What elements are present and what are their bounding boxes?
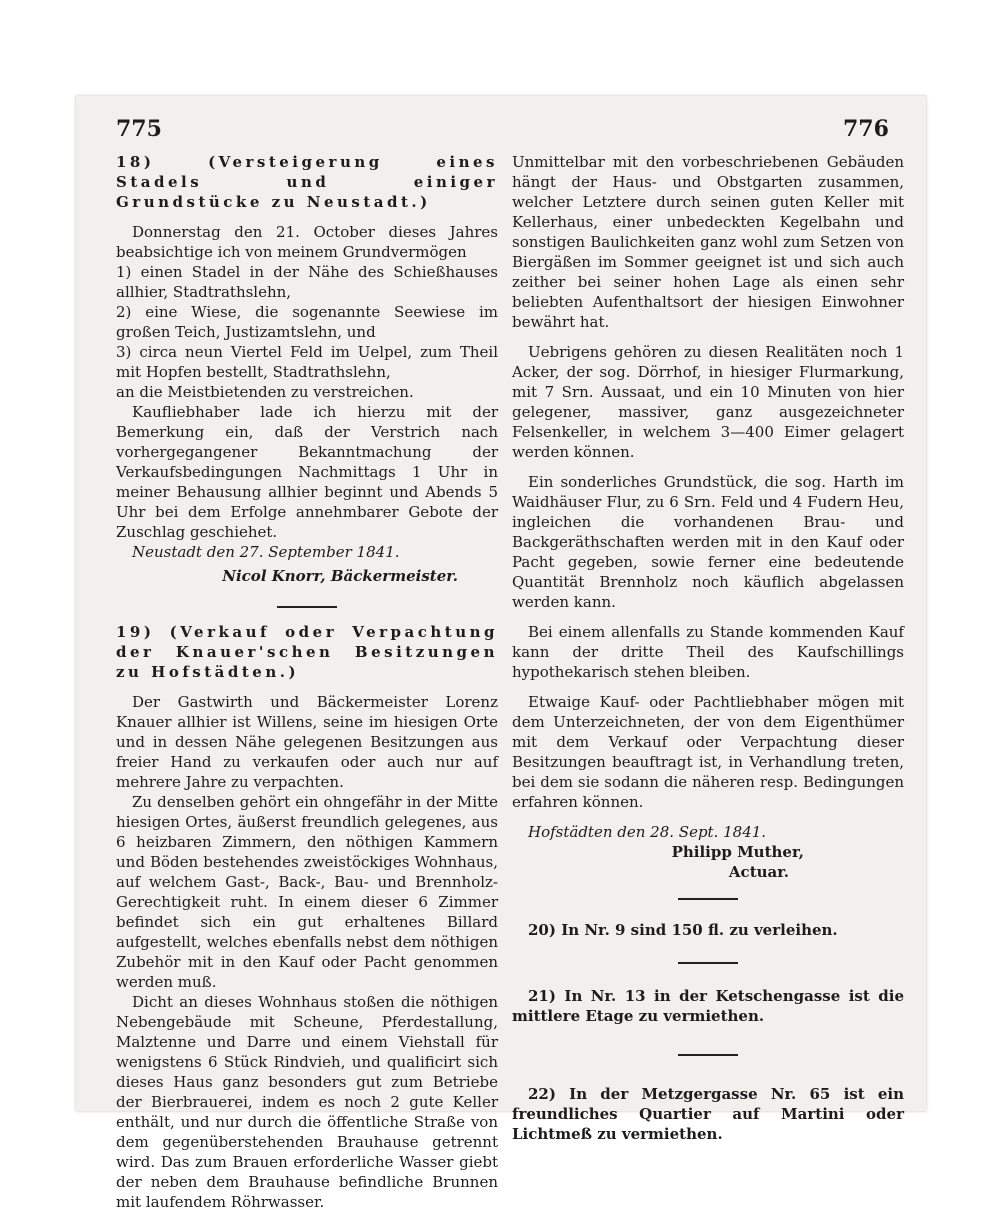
p18-end: an die Meistbietenden zu verstreichen. bbox=[116, 383, 414, 401]
p19-b: Zu denselben gehört ein ohngefähr in der Mitte hiesigen Ortes, äußerst freundlich gelegenes, aus 6 heizbaren Zimmern, den nöthigen Kammern und Böden bestehendes zweistöckiges Wohnhaus, auf welchem Gast-, Back-, Bau- und Brennholz-Gerechtigkeit ruht. In einem dieser 6 Zimmer befindet sich ein gut erhaltenes Billard aufgestellt, welches ebenfalls nebst dem nöthigen Zubehör mit in den Kauf oder Pacht genommen werden muß. bbox=[116, 793, 498, 991]
p19-f: Ein sonderliches Grundstück, die sog. Harth im Waidhäuser Flur, zu 6 Srn. Feld und 4 Fudern Heu, ingleichen die vorhandenen Brau- und Backgeräthschaften werden mit in den Kauf oder Pacht gegeben, sowie ferner eine bedeutende Quantität Brennholz noch käuflich abgelassen werden kann. bbox=[512, 473, 904, 611]
p18-item-3: 3) circa neun Viertel Feld im Uelpel, zum Theil mit Hopfen bestellt, Stadtrathslehn, bbox=[116, 343, 498, 381]
p19-e: Uebrigens gehören zu diesen Realitäten noch 1 Acker, der sog. Dörrhof, in hiesiger Flurmarkung, mit 7 Srn. Aussaat, und ein 10 Minuten von hier gelegener, massiver, ganz ausgezeichneter Felsenkeller, in welchem 3—400 Eimer gelagert werden können. bbox=[512, 343, 904, 461]
p22: 22) In der Metzgergasse Nr. 65 ist ein freundliches Quartier auf Martini oder Lichtmeß zu vermiethen. bbox=[512, 1085, 904, 1143]
p21: 21) In Nr. 13 in der Ketschengasse ist die mittlere Etage zu vermiethen. bbox=[512, 987, 904, 1025]
p18-date: Neustadt den 27. September 1841. bbox=[132, 543, 400, 561]
divider-rule bbox=[678, 898, 738, 900]
p18-item-1: 1) einen Stadel in der Nähe des Schießhauses allhier, Stadtrathslehn, bbox=[116, 263, 498, 301]
p19-date: Hofstädten den 28. Sept. 1841. bbox=[528, 823, 767, 841]
p18-item-2: 2) eine Wiese, die sogenannte Seewiese im großen Teich, Justizamtslehn, und bbox=[116, 303, 498, 341]
p19-h: Etwaige Kauf- oder Pachtliebhaber mögen mit dem Unterzeichneten, der von dem Eigenthümer mit dem Verkauf oder Verpachtung dieser Besitzungen beauftragt ist, in Verhandlung treten, bei dem sie sodann die näheren resp. Bedingungen erfahren können. bbox=[512, 693, 904, 811]
p18-signature: Nicol Knorr, Bäckermeister. bbox=[222, 567, 458, 585]
page-number-right: 776 bbox=[843, 116, 889, 142]
heading-19: 19) (Verkauf oder Verpachtung der Knauer'schen Besitzungen zu Hofstädten.) bbox=[116, 623, 498, 681]
p19-a: Der Gastwirth und Bäckermeister Lorenz Knauer allhier ist Willens, seine im hiesigen Orte und in dessen Nähe gelegenen Besitzungen aus freier Hand zu verkaufen oder auch nur auf mehrere Jahre zu verpachten. bbox=[116, 693, 498, 791]
p19-d: Unmittelbar mit den vorbeschriebenen Gebäuden hängt der Haus- und Obstgarten zusammen, welcher Letztere durch seinen guten Keller mit Kellerhaus, einer unbedeckten Kegelbahn und sonstigen Baulichkeiten ganz wohl zum Setzen von Biergäßen im Sommer geeignet ist und sich auch zeither bei seiner hohen Lage als einen sehr beliebten Aufenthaltsort der hiesigen Einwohner bewährt hat. bbox=[512, 153, 904, 331]
right-column bbox=[512, 152, 904, 1144]
p19-signature-name: Philipp Muther, bbox=[671, 843, 804, 861]
p19-signature-title: Actuar. bbox=[728, 863, 789, 881]
p18-body: Kaufliebhaber lade ich hierzu mit der Bemerkung ein, daß der Verstrich nach vorhergegangener Bekanntmachung der Verkaufsbedingungen Nachmittags 1 Uhr in meiner Behausung allhier beginnt und Abends 5 Uhr bei dem Erfolge annehmbarer Gebote der Zuschlag geschiehet. bbox=[116, 403, 498, 541]
divider-rule bbox=[678, 962, 738, 964]
heading-18: 18) (Versteigerung eines Stadels und einiger Grundstücke zu Neustadt.) bbox=[116, 153, 498, 211]
p19-c: Dicht an dieses Wohnhaus stoßen die nöthigen Nebengebäude mit Scheune, Pferdestallung, Malztenne und Darre und einem Viehstall für wenigstens 6 Stück Rindvieh, und qualificirt sich dieses Haus ganz besonders gut zum Betriebe der Bierbrauerei, indem es noch 2 gute Keller enthält, und nur durch die öffentliche Straße von dem gegenüberstehenden Brauhause getrennt wird. Das zum Brauen erforderliche Wasser giebt der neben dem Brauhause befindliche Brunnen mit laufendem Röhrwasser. bbox=[116, 993, 498, 1211]
divider-rule bbox=[277, 606, 337, 608]
page-number-left: 775 bbox=[116, 116, 162, 142]
p20: 20) In Nr. 9 sind 150 fl. zu verleihen. bbox=[528, 921, 838, 939]
p18-intro: Donnerstag den 21. October dieses Jahres beabsichtige ich von meinem Grundvermögen bbox=[116, 223, 498, 261]
left-column bbox=[116, 152, 498, 1212]
divider-rule bbox=[678, 1054, 738, 1056]
p19-g: Bei einem allenfalls zu Stande kommenden Kauf kann der dritte Theil des Kaufschillings hypothekarisch stehen bleiben. bbox=[512, 623, 904, 681]
